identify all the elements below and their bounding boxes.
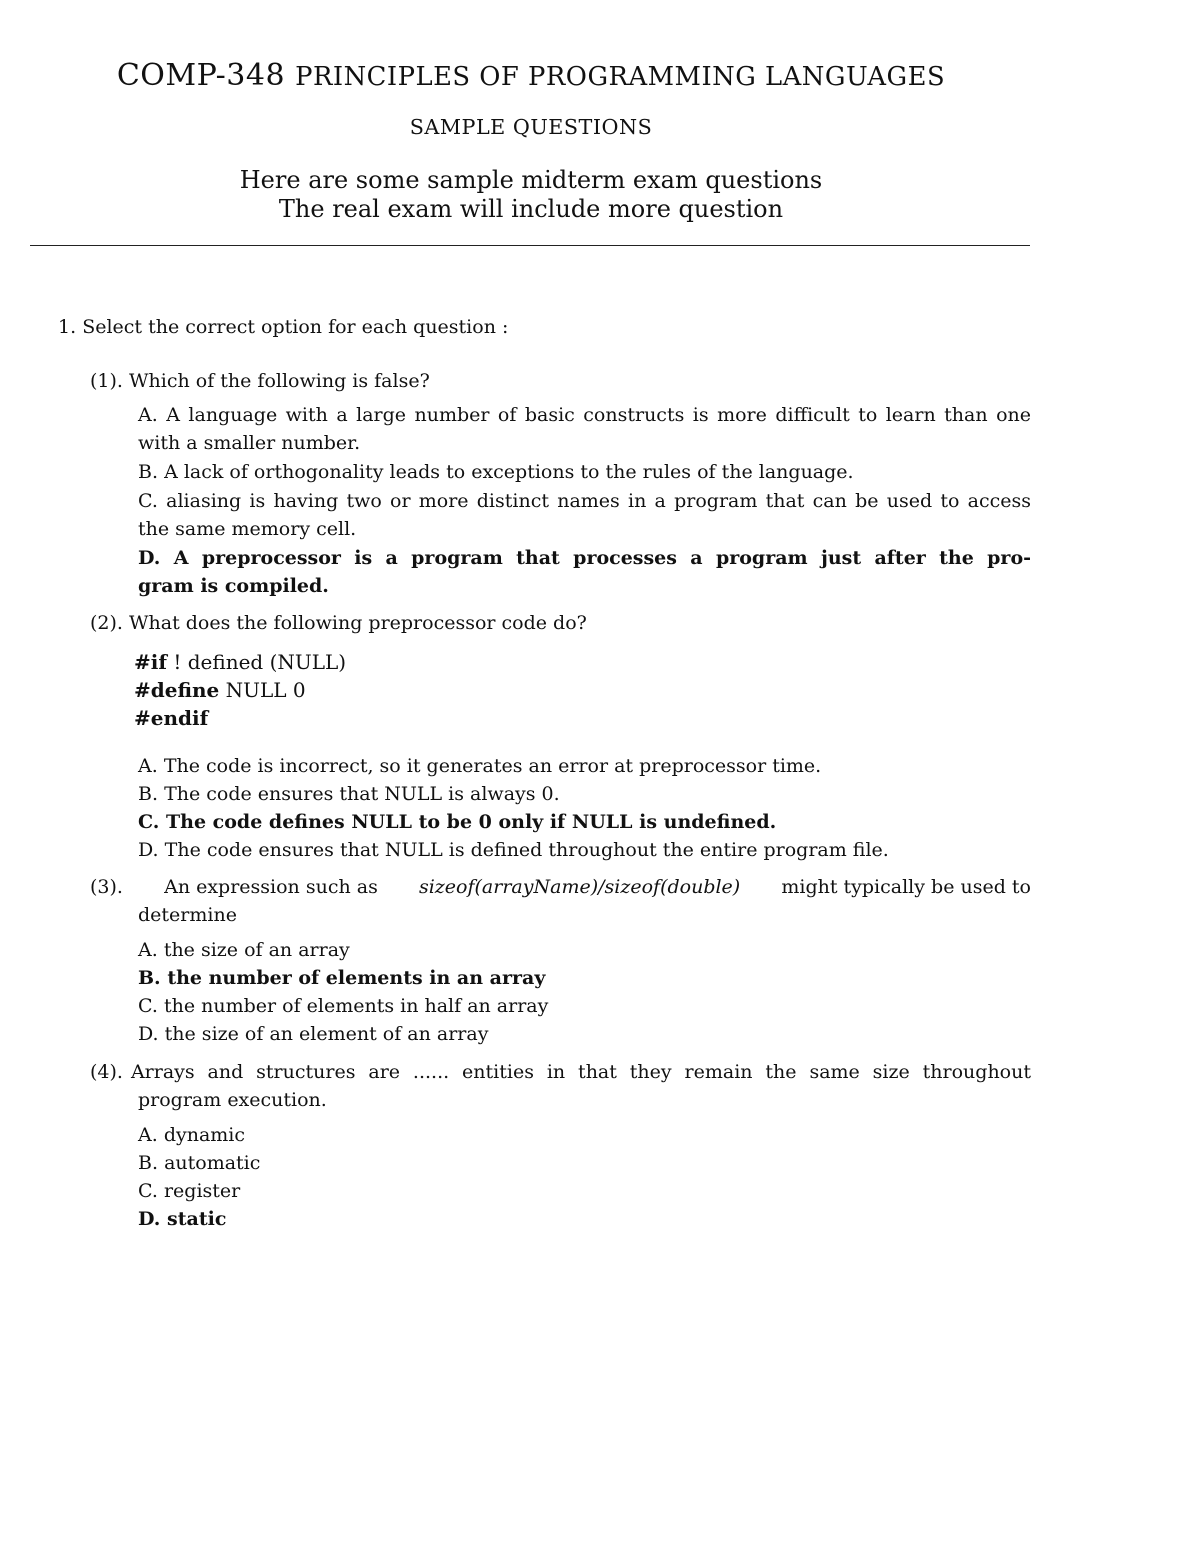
page-title — [0, 58, 1062, 93]
question-number: (3). — [90, 876, 123, 898]
intro-text — [0, 166, 1062, 224]
code-line-1: #if ! defined (NULL) — [134, 650, 347, 674]
question-2 — [90, 612, 587, 634]
section-instruction: Select the correct option for each question : — [82, 316, 509, 338]
course-title: PRINCIPLES OF PROGRAMMING LANGUAGES — [295, 62, 946, 92]
q3-option-b-correct: B. the number of elements in an array — [138, 967, 546, 989]
q1-option-a: A. A language with a large number of basic constructs is more difficult to learn than one with a smaller number. — [138, 404, 1031, 454]
q4-option-b: B. automatic — [138, 1152, 261, 1174]
question-4-line-2: program execution. — [138, 1089, 327, 1111]
intro-line-2: The real exam will include more question — [278, 195, 784, 223]
question-prompt: What does the following preprocessor code do? — [129, 612, 587, 634]
section-heading — [58, 316, 508, 338]
q3-option-d: D. the size of an element of an array — [138, 1023, 489, 1045]
section-number: 1. — [58, 316, 77, 338]
q2-option-d: D. The code ensures that NULL is defined throughout the entire program file. — [138, 839, 889, 861]
question-number: (2). — [90, 612, 123, 634]
sizeof-expression: sizeof(arrayName)/sizeof(double) — [418, 876, 741, 898]
question-prompt: Which of the following is false? — [129, 370, 430, 392]
course-code: COMP-348 — [116, 58, 286, 93]
question-1 — [90, 370, 430, 392]
q4-option-a: A. dynamic — [138, 1124, 246, 1146]
q3-option-c: C. the number of elements in half an array — [138, 995, 549, 1017]
question-number: (1). — [90, 370, 123, 392]
header-divider — [30, 245, 1030, 246]
q1-option-c: C. aliasing is having two or more distinct names in a program that can be used to access the same memory cell. — [138, 490, 1031, 540]
q1-option-d-correct: D. A preprocessor is a program that processes a program just after the pro- gram is compiled. — [138, 547, 1031, 597]
q3-option-a: A. the size of an array — [138, 939, 350, 961]
question-3: (3). An expression such as sizeof(arrayName)/sizeof(double) might typically be used to — [90, 876, 1031, 898]
code-line-3: #endif — [134, 706, 209, 730]
code-line-2: #define NULL 0 — [134, 678, 306, 702]
question-4 — [90, 1061, 1031, 1083]
q4-option-d-correct: D. static — [138, 1208, 227, 1230]
q2-option-c-correct: C. The code defines NULL to be 0 only if NULL is undefined. — [138, 811, 777, 833]
intro-line-1: Here are some sample midterm exam questions — [239, 166, 823, 194]
page-subtitle: SAMPLE QUESTIONS — [409, 115, 653, 139]
q2-option-a: A. The code is incorrect, so it generates an error at preprocessor time. — [138, 755, 822, 777]
question-3-line-2: determine — [138, 904, 237, 926]
question-number: (4). — [90, 1061, 123, 1083]
q1-option-b: B. A lack of orthogonality leads to exceptions to the rules of the language. — [138, 461, 854, 483]
q2-option-b: B. The code ensures that NULL is always 0. — [138, 783, 560, 805]
question-prompt: Arrays and structures are ...... entities in that they remain the same size throughout — [130, 1061, 1031, 1083]
q4-option-c: C. register — [138, 1180, 241, 1202]
